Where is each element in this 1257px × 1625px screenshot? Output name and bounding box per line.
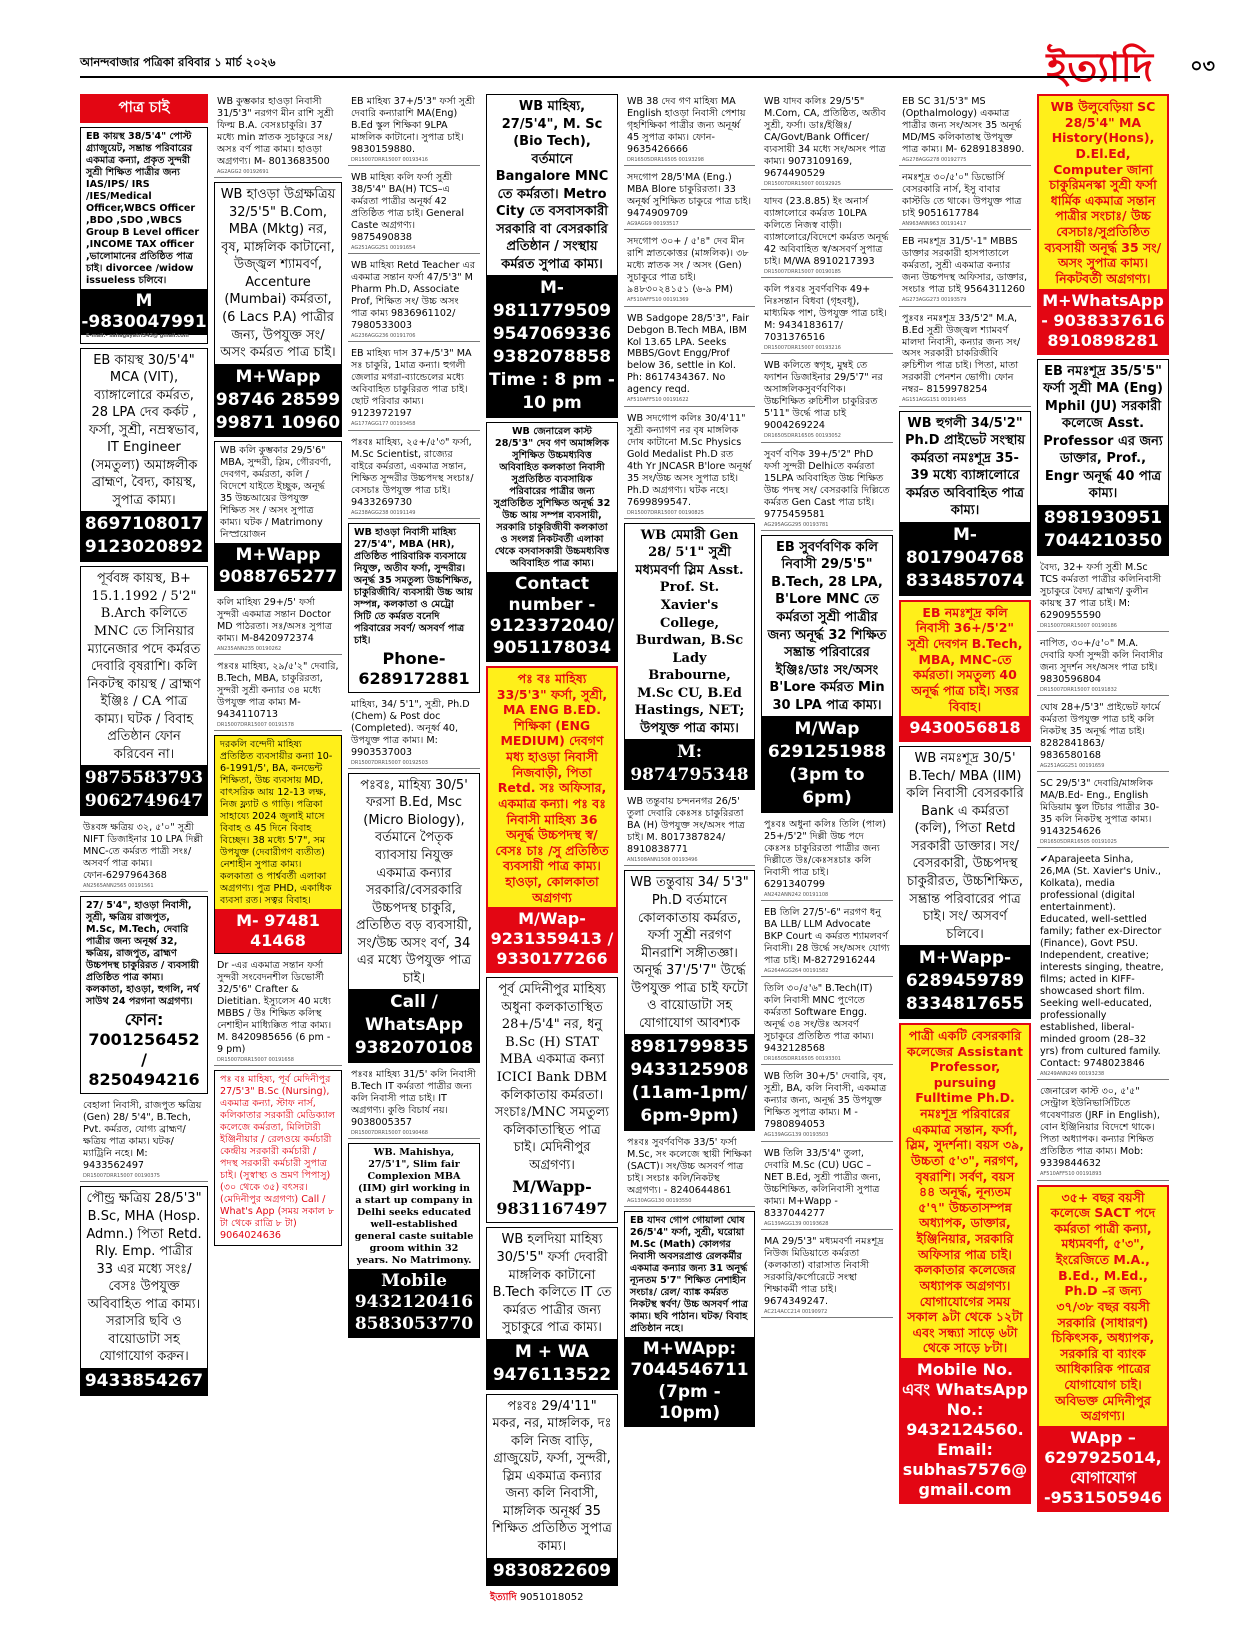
classified-ad [1037,1185,1169,1512]
ad-reference-code: AG139AGG139 00193503 [764,1132,829,1139]
masthead-dateline: আনন্দবাজার পত্রিকা রবিবার ১ মার্চ ২০২৬ [80,55,276,69]
ad-text: 27/ 5'4", হাওড়া নিবাসী, সুশ্রী, ক্ষত্রিয় রাজপুত, M.Sc, M.Tech, দেবারি পাত্রীর জন্য অনূর্ধ্ব 32, ক্ষত্রিয়, রাজপুত, ব্রাহ্মণ উচ্চপদস্থ চাকুরিরত / ব্যবসায়ী প্রতিষ্ঠিত পাত্র কাম্য। কলকাতা, হাওড়া, হুগলি, নর্থ সাউথ 24 পরগনা অগ্রগণ্য। [86,900,200,1008]
ad-contact-phone: M+Wapp 98746 28599 99871 10960 [215,364,341,437]
ad-text: SC 29/5'3" দেবারি/মাঙ্গলিক MA/B.Ed- Eng., English মিডিয়াম স্কুল টিচার পাত্রীর 30-35 কলি নিকটস্থ সুপাত্র কাম্য। 9143254626 [1040,778,1160,838]
ad-text: কলি পঃবঃ সুবর্ণবণিক 49+ নিঃসন্তান বিধবা (গৃহবধূ), মাধ্যমিক পাশ, উপযুক্ত পাত্র চাই। M: 9434183617/ 7031376516 [764,284,887,344]
classified-ad [486,977,618,1223]
classified-ad [761,535,893,813]
ad-reference-code: AG251AGG251 00191659 [1040,763,1105,770]
classified-ad [624,311,755,407]
classified-ad [624,523,755,790]
classified-ad [348,1067,480,1139]
ad-text: EB নমঃশূদ্র কলি নিবাসী 36+/5'2" সুশ্রী দেবগন B.Tech, MBA, MNC-তে কর্মরতা। সমতুল্য 40 অনূর্দ্ধ পাত্র চাই। সত্তর বিবাহ। [907,604,1023,714]
ad-reference-code: AG236AGG236 00191706 [351,333,416,340]
ad-contact-phone: M/Wap 6291251988 (3pm to 6pm) [762,716,892,812]
classified-ad [899,411,1031,596]
ad-reference-code: AF510AFF510 00191622 [627,397,689,404]
section-title: ইত্যাদি [1046,44,1153,91]
ad-text: পঃবঃ মাহিষ্য, ২৫+/৫'৩" ফর্সা, M.Sc Scientist, রাজ্যের বাইরে কর্মরতা, একমাত্র সন্তান, শিক্ষিত সুন্দরীর উচ্চপদস্থ সংচাঃ/বেসচাঃ উপযুক্ত পাত্র চাই। 9433269730 [351,436,474,508]
classified-ad [214,659,342,731]
ad-text: WB হাওড়া নিবাসী মাহিষ্য 27/5'4", MBA (HR), প্রতিষ্ঠিত পারিবারিক ব্যবসায়ে নিযুক্ত, অতীব ফর্সা, সুন্দরীর। অনূর্দ্ধ 35 সমতুল্য উচ্চশিক্ষিত, চাকুরিজীবি/ ব্যবসায়ী উচ্চ আয় সম্পন্ন, কলকাতা ও মেট্রো সিটি তে কর্মরত বনেদি পরিবারের সবর্ণ/ অসবর্ণ পাত্র চাই। [354,526,473,646]
classified-ad [214,958,342,1066]
ad-text: পঃ বঃ মাহিষ্য 33/5'3" ফর্সা, সুশ্রী, MA ENG B.ED. শিক্ষিকা (ENG MEDIUM) দেবগণ মধ্য হাওড়া নিবাসী নিজবাড়ী, পিতা Retd. সঃ অফিসার, একমাত্র কন্যা। পঃ বঃ নিবাসী মাহিষ্য 36 অনূর্দ্ধ উচ্চপদস্থ স্ব/বেসঃ চাঃ /সু প্রতিষ্ঠিত ব্যবসায়ী পাত্র কাম্য। হাওড়া, কোলকাতা অগ্রগণ্য [495,670,609,905]
ad-text: WB Sadgope 28/5'3", Fair Debgon B.Tech MBA, IBM Kol 13.65 LPA. Seeks MBBS/Govt Engg/Prof below 36, settle in Kol. Ph: 8617434367. No agency reqd. [627,312,750,396]
ad-reference-code: DR15007DRR15007 00190186 [1040,622,1117,629]
ad-reference-code: AC214ACC214 00190972 [764,1308,828,1315]
ad-text: MA 29/5'3" মধ্যমবর্ণা নমঃশূদ্র নিউজ মিডিয়াতে কর্মরতা (কলকাতা) বারাসাত নিবাসী সরকারি/কর্পোরেটে সংস্থা শিক্ষাকর্মী পাত্র চাই। 9674349247. [764,1235,884,1307]
ad-reference-code: AG264AGG264 00191582 [764,968,829,975]
ad-text: WB হাওড়া উগ্রক্ষত্রিয় 32/5'5" B.Com, MBA (Mktg) নর, বৃষ, মাঙ্গলিক কাটানো, উজ্জ্বল শ্যামবর্ণ, Accenture (Mumbai) কর্মরতা, (6 Lacs P.A) পাত্রীর জন্য, উপযুক্ত সং/ অসং কর্মরত পাত্র চাই। [220,187,336,361]
classified-ad [761,194,893,278]
ad-reference-code: AG139AGG139 00193628 [764,1220,829,1227]
ad-text: WB কুম্ভকার হাওড়া নিবাসী 31/5'3" নরগণ মীন রাশি সুশ্রী ফিল্ম B.A. বেসঃচাকুরি। 37 মধ্যে min স্নাতক সুচাকুরে সঃ/অসঃ বর্ণ পাত্র কাম্য। হাওড়া অগ্রগণ্য। M- 8013683500 [217,96,334,167]
ad-text: মাহিষ্য, 34/ 5'1", সুশ্রী, Ph.D (Chem) & Post doc (Completed). অনূর্ধ্ব 40, উপযুক্ত পাত্র কাম্য। M: 9903537003 [351,698,470,758]
ad-contact-phone: 9830822609 [487,1558,617,1585]
ad-text: পুঃবঃ নমঃশূদ্র 33/5'2" M.A, B.Ed সুশ্রী উজ্জ্বল শ্যামবর্ণ মালদা নিবাসী, কন্যার জন্য সং/অসং সরকারী চাকরিজীবি রুচিশীল পাত্র চাই। পিতা, মাতা সরকারী পেনশন ভোগী। ফোন নম্বর– 8159978254 [902,312,1021,396]
ad-text: সদগোপ ৩০+ / ৫'৪" দেব মীন রাশি স্নাতকোত্তর (মাঙ্গলিক)। ৩৮ মধ্যে স্নাতক সং / অসং (Gen) সুচাকুরে পাত্র চাই। ৯৪৮৩০২৪১৫১ (৬-৯ PM) [627,236,749,296]
ad-reference-code: DR16505DRR16505 00193298 [627,156,704,163]
ad-text: WB মাহিষ্য, 27/5'4", M. Sc (Bio Tech), বর্তমানে Bangalore MNC তে কর্মরতা। Metro City তে বসবাসকারী সরকারি বা বেসরকারি প্রতিষ্ঠান / সংস্থায় কর্মরত সুপাত্র কাম্য। [495,99,609,272]
classified-ad [486,1227,618,1389]
classified-ad [761,282,893,354]
ad-contact-phone: M+WhatsApp- 9038337616 8910898281 [1039,289,1167,353]
ad-contact-phone: Mobile No. এবং WhatsApp No.: 9432124560. Email: subhas7576@ gmail.com [901,1358,1029,1502]
ad-contact-phone: M- 9811779509 9547069336 9382078858 Time : 8 pm - 10 pm [487,275,617,417]
ad-contact-phone: M + WA 9476113522 [487,1339,617,1389]
ad-text: পৌন্ড্র ক্ষত্রিয় 28/5'3" B.Sc, MHA (Hosp. Admn.) পিতা Retd. Rly. Emp. পাত্রীর 33 এর মধ্যে সংঃ/বেসঃ উপযুক্ত অবিবাহিত পাত্র কাম্য। সরাসরি ছবি ও বায়োডাটা সহ যোগাযোগ করুন। [86,1191,202,1365]
ad-text: WB. Mahishya, 27/5'1", Slim fair Complexion MBA (IIM) girl working in a start up company in Delhi seeks educated well-established general caste suitable groom within 32 years. No Matrimony. [354,1147,474,1267]
ad-reference-code: AG273AGG273 00193579 [902,297,967,304]
classified-ad [899,311,1031,407]
classified-ad [348,258,480,342]
ad-reference-code: DR15007DRR15007 00193416 [351,156,428,163]
classified-ad [214,441,342,590]
classified-ad [80,348,208,563]
ad-text: সদগোপ 28/5'MA (Eng.) MBA Blore চাকুরিরতা। 33 অনূর্ধ্ব সুশিক্ষিত চাকুরে পাত্র চাই। 9474909709 [627,172,752,220]
classified-ad [899,234,1031,306]
ad-reference-code: DR15007DRR15007 00190185 [764,269,841,276]
ad-contact-phone: 9433854267 [81,1368,207,1395]
ad-contact-phone: Contact number - 9123372040/ 9051178034 [487,572,617,661]
ad-text: পুঃবঃ অধুনা কলিঃ তিলি (পাল) 25+/5'2" দিল্লী উচ্চ পদে কেঃসঃ চাকুরিরতা পাত্রীর জন্য দিল্লীতে উঃ/কেঃসঃচাঃ কলি নিবাসী পাত্র চাই। 6291340799 [764,819,886,890]
ad-contact-phone: M: 9874795348 [625,739,754,789]
classified-ad [214,595,342,655]
ad-text: পাত্রী একটি বেসরকারি কলেজের Assistant Professor, pursuing Fulltime Ph.D. নমঃশূদ্র পরিবারের একমাত্র সন্তান, ফর্সা, স্লিম, সুদর্শনা। বয়স ৩৯, উচ্চতা ৫'৩", নরগণ, বৃষরাশি। সর্বণ, বয়স ৪৪ অনূর্দ্ধ, নূন্যতম ৫'৭" উচ্চতাসম্পন্ন অধ্যাপক, ডাক্তার, ইঞ্জিনিয়ার, সরকারি অফিসার পাত্র চাই। কলকাতার কলেজের অধ্যাপক অগ্রগণ্য। যোগাযোগের সময় সকাল ৯টা থেকে ১২টা এবং সন্ধ্যা সাড়ে ৬টা থেকে সাড়ে ৮টা। [906,1027,1024,1356]
ad-reference-code: DR15007DRR15007 00191578 [217,721,294,728]
classified-ad [348,170,480,254]
ad-column [1037,94,1169,1604]
ad-contact-phone: 8697108017 9123020892 [81,511,207,561]
ad-text: দরকলি বন্দেদী মাহিষ্য প্রতিষ্ঠিত ব্যবসায়ীর কন্যা 10-6-1991/5', BA, কনভেন্ট শিক্ষিতা, উচ্চ ব্যবসায় MD, বাৎসরিক আয় 12-13 লক্ষ, নিজ ফ্ল্যাট ও গাড়ি। পত্রিকা সাহায্যে 2024 জুলাই মাসে বিবাহ ও 45 দিনে বিবাহ বিচ্ছেদ। 38 মধ্যে 5'7", সম উপযুক্ত (দেবারীগণ ব্যতীত) নেশাহীন সুপাত্র কাম্য। কলকাতা ও পার্শ্ববর্তী এলাকা অগ্রগণ্য। পুত্র PHD, একাধিক ব্যবসা রত। সত্বর বিবাহ। [220,739,333,906]
classified-ad [80,820,208,892]
ad-text: ঘোষ 28+/5'3" প্রাইভেট ফার্মে কর্মরতা উপযুক্ত পাত্র চাই কলি নিকটস্থ 35 অনূর্দ্ধ পাত্র চাই। 8282841863/ 9836580168 [1040,702,1160,762]
classified-ad [1037,852,1169,1080]
ad-text: WB তিলি 33/5'4" তুলা, দেবারি M.Sc (CU) UGC – NET B.Ed, সুশ্রী পাত্রীর জন্য, উচ্চশিক্ষিত, কলিনিবাসী সুপাত্র কাম্য। M+Wapp - 8337044277 [764,1147,881,1219]
page-footer [490,1590,583,1607]
ad-text: WB যাদব কলিঃ 29/5'5" M.Com, CA, প্রতিষ্ঠিত, অতীব সুশ্রী, ফর্সা। ডাঃ/ইঞ্জিঃ/ CA/Govt/Bank Officer/ব্যবসায়ী 34 মধ্যে সং/অসং পাত্র কাম্য। 9073109169, 9674490529 [764,96,886,179]
ad-contact-phone: M-8017904768 8334857074 [900,522,1030,595]
ad-text: EB নমঃশূদ্র 31/5'-1" MBBS ডাক্তার সরকারী হাসপাতালে কর্মরতা, সুশ্রী একমাত্র কন্যার জন্য উচ্চপদস্থ অফিসার, ডাক্তার, সংচাঃ পাত্র চাই 9564311260 [902,236,1028,296]
ad-reference-code: AG2AGG2 00192691 [217,168,269,175]
ad-text: EB তিলি 27/5'-6" নরগণ ধনু BA LLB/ LLM Advocate BKP Court এ কর্মরত শ্যামলবর্ণ নিবাসী। 28 উর্দ্ধে সং/অসং যোগ্য পাত্র চাই। M-8272916244 [764,907,890,967]
ad-text: EB সুবর্ণবণিক কলি নিবাসী 29/5'5" B.Tech, 28 LPA, B'Lore MNC তে কর্মরতা সুশ্রী পাত্রীর জন্য অনূর্দ্ধ 32 শিক্ষিত সম্ভ্রান্ত পরিবারের ইঞ্জিঃ/ডাঃ সং/অসং B'Lore কর্মরত Min 30 LPA পাত্র কাম্য। [767,539,887,713]
ad-reference-code: AG130AGG130 00193550 [627,1198,692,1204]
classified-ad [761,981,893,1065]
classified-ad [624,1211,755,1427]
ad-text: EB কায়স্থ 38/5'4" পোস্ট গ্র্যাজুয়েট, সম্ভ্রান্ত পরিবারের একমাত্র কন্যা, প্রকৃত সুন্দরী সুশ্রী শিক্ষিত পাত্রীর জন্য IAS/IPS/ IRS /IES/Medical Officer,WBCS Officer ,BDO ,SDO ,WBCS Group B Level officer ,INCOME TAX officer ,ভালোমানের প্রতিষ্ঠিত পাত্র চাই। divorcee /widow issueless চলিবে। [86,131,200,286]
classified-ad [761,817,893,901]
classified-ad [761,447,893,531]
ad-column [486,94,618,1604]
ad-reference-code: E-mail:- sahagayatri343@ gmail.com [86,333,189,340]
ad-reference-code: AF510AFF510 00191369 [627,297,689,304]
ad-reference-code: DR15007DRR15007 00190468 [351,1130,428,1137]
ad-text: পূর্ব মেদিনীপুর মাহিষ্য অধুনা কলকাতাস্থিত 28+/5'4" নর, ধনু B.Sc (H) STAT MBA একমাত্র কন্যা ICICI Bank DBM কলিকাতায় কর্মরতা। সংচাঃ/MNC সমতুল্য কলিকাতাস্থিত পাত্র চাই। মেদিনীপুর অগ্রগণ্য। [494,982,610,1173]
ad-text: EB মাহিষ্য দাস 37+/5'3" MA সঃ চাকুরি, 1মাত্র কন্যা। হুগলী জেলার মগরা-ব্যান্ডেলের মধ্যে অবিবাহিত চাকুরিরত পাত্র চাই। ছোট পরিবার কাম্য। 9123972197 [351,348,472,420]
classified-ad [1037,636,1169,696]
ad-contact-phone: ফোন: 7001256452 / 8250494216 [88,1010,200,1090]
ad-column [80,94,208,1604]
ad-reference-code: AG177AGG177 00193458 [351,421,416,428]
ad-text: উঃবঙ্গ ক্ষত্রিয় ৩২, ৫'০" সুশ্রী NIFT ডিজাইনার 10 LPA দিল্লী MNC-তে কর্মরত পাত্রী সংঃ/অসবর্ণ পাত্র কাম্য। ফোন-6297964368 [83,822,204,882]
section-banner: পাত্র চাই [80,94,208,123]
classified-ad [761,1146,893,1230]
ad-text: যাদব (23.8.85) ইং অনার্স ব্যাঙ্গালোরে কর্মরত 10LPA কলিতে নিজস্ব বাড়ী। ব্যাঙ্গালোরে/বিদেশে কর্মরত অনূর্দ্ধ 42 অবিবাহিত স্ব/অসবর্ণ সুপাত্র চাই। M/WA 8910217393 [764,196,889,268]
ad-text: WB তিলি 30+/5' দেবারি, বৃষ, সুশ্রী, BA, কলি নিবাসী, একমাত্র কন্যার জন্য, অনূর্দ্ধ 35 উপযুক্ত শিক্ষিত সুপাত্র কাম্য। M - 7980894053 [764,1071,887,1131]
classified-ad [486,666,618,973]
classified-ad [1037,700,1169,772]
classified-ad [80,1098,208,1182]
ad-reference-code: AN235ANN235 00190262 [217,645,282,652]
ad-reference-code: DR15007DRR15007 00190825 [627,509,704,516]
ad-text: বৈদ্য, 32+ ফর্সা সুশ্রী M.Sc TCS কর্মরতা পাত্রীর কলিনিবাসী সুচাকুরে বৈদ্য/ ব্রাহ্মণ/ কুলীন কায়স্থ 37 পাত্র চাই। M: 6290955590 [1040,561,1162,621]
ad-text: ✔Aparajeeta Sinha, 26,MA (St. Xavier's Univ., Kolkata), media professional (digital entertainment). Educated, well-settled family; father ex-Director (Finance), Govt PSU. Independent, creative; interests singing, theatre, films; acted in KIFF-showcased short film. Seeking well-educated, professionally established, liberal-minded groom (28–32 yrs) from cultured family. Contact: 9748023846 [1040,854,1164,1070]
ad-column [899,94,1031,1604]
classified-ad [348,1143,480,1338]
ad-contact-phone: Call / WhatsApp 9382070108 [349,989,479,1062]
classified-ad [899,1023,1031,1504]
classified-ad [1037,1084,1169,1180]
ad-contact-phone: M- 97481 41468 [215,909,341,953]
classified-ad [761,358,893,442]
ad-reference-code: AG251AGG251 00191654 [351,245,416,252]
ad-contact-phone: WApp – 6297925014, যোগাযোগ -9531505946 [1039,1426,1167,1510]
ad-contact-phone: M/Wap- 9231359413 / 9330177266 [488,907,616,971]
ad-text: WB মাহিষ্য Retd Teacher এর একমাত্র সন্তান ফর্সা 47/5'3" M Pharm Ph.D, Associate Prof, শিক্ষিত সং/ উচ্চ অসং পাত্র কাম্য 9836961102/ 7980533003 [351,260,476,332]
ad-reference-code: DR15007DRR15007 00192925 [764,180,841,187]
ad-reference-code: DR16505DRR16505 00191025 [1040,839,1117,846]
ad-reference-code: AG9AGG9 00193517 [627,221,679,228]
ad-text: পঃবঃ মাহিষ্য, ২৯/৫'২" দেবারি, B.Tech, MBA, চাকুরিরতা, সুন্দরী সুশ্রী কন্যার ৩৪ মধ্যে উপযুক্ত পাত্র কাম্য M- 9434110713 [217,661,339,720]
ad-reference-code: AG278AGG278 00192775 [902,156,967,163]
classified-ad [214,94,342,178]
ad-contact-phone: 9430056818 [901,716,1029,740]
classified-ad [899,170,1031,230]
ad-contact-phone: M -9830047991 [81,289,207,336]
ad-text: পূর্ববঙ্গ কায়স্থ, B+ 15.1.1992 / 5'2" B.Arch কলিতে MNC তে সিনিয়ার ম্যানেজার পদে কর্মরত দেবারি বৃষরাশি। কলি নিকটস্থ কায়স্থ / ব্রাহ্মণ ইঞ্জিঃ / CA পাত্র কাম্য। ঘটক / বিবাহ প্রতিষ্ঠান ফোন করিবেন না। [87,571,201,762]
ad-text: WB মেমারী Gen 28/ 5'1" সুশ্রী মধ্যমবর্ণা স্লিম Asst. Prof. St. Xavier's College, Burdwan, B.Sc Lady Brabourne, M.Sc CU, B.Ed Hastings, NET; উপযুক্ত পাত্র কাম্য। [634,527,745,736]
ad-reference-code: DR15007DRR15007 00191832 [1040,686,1117,693]
classified-ad [1037,776,1169,848]
classified-ad [624,234,755,306]
classified-ad [899,600,1031,742]
classified-ad [214,735,342,954]
ad-text: সুবর্ণ বণিক 39+/5'2" PhD ফর্সা সুন্দরী Delhiতে কর্মরতা 15LPA অবিবাহিত উচ্চ শিক্ষিত উচ্চ পদস্থ সং/ বেসরকারি দিল্লিতে কর্মরত Gen Cast পাত্র চাই। 9775459581 [764,448,890,520]
classified-ad [348,435,480,519]
ad-column [214,94,342,1604]
ad-contact-phone: M/Wapp- 9831167497 [496,1177,608,1218]
classified-ad [1037,94,1169,355]
ad-contact-phone: Phone- 6289172881 [358,648,470,688]
classified-ad [624,411,755,519]
ad-text: WB হুগলী 34/5'2" Ph.D প্রাইভেট সংস্থায় কর্মরতা নমঃশূদ্র 35-39 মধ্যে ব্যাঙ্গালোরে কর্মরত অবিবাহিত পাত্র কাম্য। [905,415,1026,519]
ad-column [761,94,893,1604]
classified-ad [348,773,480,1063]
ad-contact-phone: Mobile 9432120416 8583053770 [349,1269,479,1337]
ad-text: EB SC 31/5'3" MS (Opthalmology) একমাত্র পাত্রীর জন্য সং/অসং 35 অনূর্দ্ধ MD/MS কলিকাতাস্থ উপযুক্ত পাত্র কাম্য। M- 6289183890. [902,96,1025,155]
classified-ad [1037,359,1169,556]
ad-text: WB উলুবেড়িয়া SC 28/5'4" MA History(Hons), D.El.Ed, Computer জানা চাকুরিমনস্কা সুশ্রী ফর্সা ধার্মিক একমাত্র সন্তান পাত্রীর সংচাঃ/ উচ্চ বেসচাঃ/সুপ্রতিষ্ঠিত ব্যবসায়ী অনূর্দ্ধ 35 সং/অসং সুপাত্র কাম্য। নিকটবর্তী অগ্রগণ্য। [1044,99,1162,286]
classified-ad [624,94,755,166]
ad-text: WB কলি কুম্ভকার 29/5'6" MBA, সুন্দরী, স্লিম, গৌরবর্ণা, দেবগণ, কর্মরতা, কলি / বিদেশে যাইতে ইচ্ছুক, অনূর্দ্ধ 35 উচ্চআয়ের উপযুক্ত শিক্ষিত সং / অসং সুপাত্র কাম্য। ঘটক / Matrimony নিস্প্রয়োজন [220,445,332,541]
classified-ad [80,1186,208,1395]
ad-text: WB মাহিষ্য কলি ফর্সা সুশ্রী 38/5'4" BA(H) TCS–এ কর্মরতা পাত্রীর অনূর্ধ্ব 42 প্রতিষ্ঠিত পাত্র চাই। General Caste অগ্রগণ্য। 9875490838 [351,172,464,244]
classified-ad [624,1135,755,1207]
ad-text: ৩৫+ বছর বয়সী কলেজে SACT পদে কর্মরতা পাত্রী কন্যা, মধ্যমবর্ণা, ৫'৩", ইংরেজিতে M.A., B.Ed., M.Ed., Ph.D –র জন্য ৩৭/৩৮ বছর বয়সী সরকারি (সাধারণ) চিকিৎসক, অধ্যাপক, সরকারি বা ব্যাংক আধিকারিক পাত্রের যোগাযোগ চাই। অবিভক্ত মেদিনীপুর অগ্রগণ্য। [1050,1189,1156,1424]
ad-contact-phone: 9875583793 9062749647 [81,765,207,815]
page-number: ০৩ [1190,55,1215,77]
ad-text: WB 38 দেব গণ মাহিষ্য MA English হাওড়া নিবাসী পেশায় গৃহশিক্ষিকা পাত্রীর জন্য অনূর্ধ্ব 45 সুপাত্র কাম্য। ফোন- 9635426666 [627,96,746,155]
classified-ad [899,94,1031,166]
classified-ad [761,1234,893,1318]
ad-text: WB সদগোপ কলিঃ 30/4'11" সুশ্রী কন্যাগণ নর বৃষ মাঙ্গলিক দোষ কাটানো M.Sc Physics Gold Medalist Ph.D রত 4th Yr JNCASR B'lore অনূর্ধ্ব 35 সং/উচ্চ অসং সুপাত্র চাই। Ph.D অগ্রগণ্য। ঘটক নহে। 7699899547. [627,412,752,508]
ad-reference-code: AN249ANN249 00193238 [1040,1071,1105,1078]
ad-reference-code: DR15007DRR15007 00190375 [83,1173,160,1180]
classified-ad [214,1070,342,1246]
ad-column [348,94,480,1604]
ad-text: নাপিত, ৩০+/৫'০" M.A. দেবারি ফর্সা সুন্দরী কলি নিবাসীর জন্য সুদর্শন সং/অসং পাত্র চাই। 9830596804 [1040,637,1164,685]
ad-text: পঃবঃ সুবর্ণবণিক 33/5' ফর্সা M.Sc, সং কলেজে স্থায়ী শিক্ষিকা (SACT)। সং/উচ্চ অসবর্ণ পাত্র চাই। সংচাঃ কলি/নিকটস্থ অগ্রগণ্য। - 8240644861 [627,1137,752,1197]
footer-phone: 9051018052 [519,1592,584,1603]
ad-text: WB কলিতে স্বগৃহ, মুম্বই তে ফ্যাশন ডিজাইনার 29/5'7" নর অসাঙ্গলিকসুবর্ণবণিক। উচ্চশিক্ষিত রুচিশীল চাকুরিরত 5'11" উর্দ্ধে পাত্র চাই 9004269224 [764,360,883,432]
classified-ad [761,905,893,977]
classified-ad [80,896,208,1094]
ad-reference-code: AF510AFF510 00191893 [1040,1171,1102,1178]
ad-text: WB জেনারেল কাস্ট 28/5'3" দেব গণ অমাঙ্গলিক সুশিক্ষিত উচ্চমধ্যবিত্ত অবিবাহিত কলকাতা নিবাসী সুপ্রতিষ্ঠিত ব্যবসায়িক পরিবারের পাত্রীর জন্য সুপ্রতিষ্ঠিত সুশিক্ষিত অনূর্দ্ধ 32 উচ্চ আয় সম্পন্ন ব্যবসায়ী, সরকারি চাকুরিজীবী কলকাতা ও সংলগ্ন নিকটবর্তী এলাকা থেকে বসবাসকারী উচ্চমধ্যবিত্ত অবিবাহিত পাত্র কাম্য। [493,426,611,569]
ad-text: পঃ বঃ মাহিষ্য, পূর্ব মেদিনীপুর 27/5'3" B.Sc (Nursing), একমাত্র কন্যা, স্টাফ নার্স, কলিকাতার সরকারী মেডিক্যাল কলেজে কর্মরতা, মিলিটারী ইঞ্জিনীয়ার / রেলওয়ে কর্মচারী কেন্দ্রীয় সরকারী কর্মচারী / পদস্থ সরকারী কর্মচারী সুপাত্র চাই। (সুস্বাস্থ্য ও ভ্রমণ পিপাসু) (৩০ থেকে ৩৫) বৎসর। (মেদিনীপুর অগ্রগণ্য) Call / What's App (সময় সকাল ৮ টা থেকে রাত্রি ৮ টা) 9064024636 [220,1074,336,1241]
ad-reference-code: AN1508ANN1508 00193496 [627,857,698,864]
footer-label: ইত্যাদি [490,1592,517,1603]
classified-ad [348,94,480,166]
classified-ad [80,127,208,344]
ad-text: পঃবঃ 29/4'11" মকর, নর, মাঙ্গলিক, দঃ কলি নিজ বাড়ি, গ্রাজুয়েট, ফর্সা, সুন্দরী, স্লিম একমাত্র কন্যার জন্য কলি নিবাসী, মাঙ্গলিক অনূর্ধ্ব 35 শিক্ষিত প্রতিষ্ঠিত সুপাত্র কাম্য। [492,1398,612,1555]
ad-contact-phone: 8981930951 7044210350 [1038,505,1168,555]
ad-text: EB যাদব গোপ গোয়ালা ঘোষ 26/5'4" ফর্সা, সুশ্রী, ঘরোয়া M.Sc (Math) কোলগর নিবাসী অবসরপ্রাপ্ত রেলকর্মীর একমাত্র কন্যার জন্য 31 অনূর্দ্ধ ন্যূনতম 5'7" শিক্ষিত নেশাহীন সংচাঃ/ রেল/ ব্যাঙ্ক কর্মরত নিকটস্থ স্বর্বণ/ উচ্চ অসবর্ণ পাত্র কাম্য। ছবি পাঠান। ঘটক/ বিবাহ প্রতিষ্ঠান নহে। [630,1215,748,1335]
ad-reference-code: DR15007DRR15007 00192503 [351,759,428,766]
ad-text: পঃবঃ মাহিষ্য 31/5' কলি নিবাসী B.Tech IT কর্মরতা পাত্রীর জন্য কলি নিবাসী পাত্র চাই। IT অগ্রগণ্য। কুণ্ডি বিচার্য নয়। 9038005357 [351,1069,476,1129]
ad-contact-phone: 8981799835 9433125908 (11am-1pm/ 6pm-9pm) [625,1034,754,1130]
ad-text: জেনারেল কাস্ট ৩০, ৫'৫" সেন্ট্রাল ইউনিভার্সিটিতে গবেষণারত (JRF in English), বোন ইঞ্জিনিয়ার বিদেশে থাকে। পিতা অধ্যাপক। কন্যার শিক্ষিত প্রতিষ্ঠিত পাত্র কাম্য। Mob: 9339844632 [1040,1086,1160,1170]
ad-text: বেহালা নিবাসী, রাজপুত ক্ষত্রিয় (Gen) 28/ 5'4", B.Tech, Pvt. কর্মরত, যোগ্য ব্রাহ্মণ/ক্ষত্রিয় পাত্র কাম্য। ঘটক/ ম্যাট্রিনি নহে। M: 9433562497 [83,1100,202,1172]
ad-text: WB হলদিয়া মাহিষ্য 30/5'5" ফর্সা দেবারী মাঙ্গলিক কাটানো B.Tech কলিতে IT তে কর্মরত পাত্রীর জন্য সুচাকুরে পাত্র কাম্য। [492,1232,612,1336]
ad-reference-code: AN242ANN242 00191108 [764,891,829,898]
classified-ad [80,566,208,816]
ad-reference-code: AG151AGG151 00191455 [902,397,967,404]
classified-ad [624,794,755,866]
ad-text: পঃবঃ, মাহিষ্য 30/5' ফরসা B.Ed, Msc (Micro Biology), বর্তমানে পৈতৃক ব্যাবসায় নিযুক্ত একমাত্র কন্যার সরকারি/বেসরকারি উচ্চপদস্থ চাকুরি, প্রতিষ্ঠিত বড় ব্যবসায়ী, সং/উচ্চ অসং বর্ণ, 34 এর মধ্যে উপযুক্ত পাত্র চাই। [355,777,472,986]
ad-reference-code: DR15007DRR15007 00193216 [764,345,841,352]
classified-ad [486,94,618,418]
ad-contact-phone: M+Wapp 9088765277 [215,543,341,590]
ad-text: WB তন্তুবায় চন্দননগর 26/5' তুলা দেবারি কেঃসঃ চাকুরিরতা BA (H) উপযুক্ত সং/অসং পাত্র চাই। M. 8017387824/ 8910838771 [627,796,745,856]
classified-ad [624,170,755,230]
classified-ad [348,346,480,430]
classified-ad [214,182,342,437]
classified-ad [486,422,618,662]
ad-reference-code: DR16505DRR16505 00193301 [764,1056,841,1063]
header-rule [80,76,1140,78]
ad-reference-code: AG295AGG295 00193781 [764,521,829,528]
classified-ad [899,746,1031,1019]
classified-ad [348,523,480,693]
classified-ad [1037,560,1169,632]
ad-reference-code: AN2565ANN2565 00191561 [83,883,154,890]
ad-text: EB কায়স্থ 30/5'4" MCA (VIT), ব্যাঙ্গালোরে কর্মরত, 28 LPA দেব কর্কট , ফর্সা, সুশ্রী, নম্রস্বভাব, IT Engineer (সমতুল্য) অমাঙ্গলীক ব্রাহ্মণ, বৈদ্য, কায়স্থ, সুপাত্র কাম্য। [88,352,200,508]
ad-text: Dr -এর একমাত্র সন্তান ফর্সা সুন্দরী সংবেদনশীল ডিভোর্সী 32/5'6" Crafter & Dietitian. ইস্যুলেস 40 মধ্যে MBBS / উঃ শিক্ষিত কলিস্থ নেশাহীন মাধ্যিক্কিত পাত্র কাম্য। M. 8420985656 (6 pm - 9 pm) [217,959,332,1055]
ad-column [624,94,755,1604]
ad-reference-code: AN963ANN963 00191417 [902,221,967,228]
classified-ad [761,1069,893,1141]
ad-reference-code: AG238AGG238 00191149 [351,509,416,516]
ad-text: EB নমঃশূদ্র 35/5'5" ফর্সা সুশ্রী MA (Eng) Mphil (JU) সরকারী কলেজে Asst. Professor এর জন্য ডাক্তার, Prof., Engr অনূর্দ্ধ 40 পাত্র কাম্য। [1043,363,1163,502]
ad-reference-code: DR16505DRR16505 00193052 [764,433,841,440]
ad-text: WB নমঃশূদ্র 30/5' B.Tech/ MBA (IIM) কলি নিবাসী বেসরকারি Bank এ কর্মরতা (কলি), পিতা Retd সরকারী ডাক্তার। সং/ বেসরকারী, উচ্চপদস্থ চাকুরীরত, উচ্চশিক্ষিত, সম্ভ্রান্ত পরিবারের পাত্র চাই। সং/ অসবর্ণ চলিবে। [906,751,1024,942]
ad-text: কলি মাহিষ্য 29+/5' ফর্সা সুন্দরী একমাত্র সন্তান Doctor MD পাঠরতা। সঃ/অসঃ সুপাত্র কাম্য। M-8420972374 [217,596,333,644]
classified-ad [761,94,893,190]
ad-text: WB তন্তুবায় 34/ 5'3" Ph.D বর্তমানে কোলকাতায় কর্মরত, ফর্সা সুশ্রী নরগণ মীনরাশি সঙ্গীতজ্ঞা। অনূর্দ্ধ 37'/5'7" উর্দ্ধে উপযুক্ত পাত্র চাই ফটো ও বায়োডাটা সহ যোগাযোগ আবশ্যক [630,875,749,1031]
ad-reference-code: DR15007DRR15007 00191658 [217,1056,294,1063]
page-header [80,44,1215,91]
ad-text: তিলি ৩০/৫'৬" B.Tech(IT) কলি নিবাসী MNC পুণেতে কর্মরতা Software Engg. অনূর্দ্ধ ৩৪ সং/উঃ অসবর্ণ সুচাকুরে প্রতিষ্ঠিত পাত্র কাম্য। 9432128568 [764,983,874,1055]
ad-text: EB মাহিষ্য 37+/5'3" ফর্সা সুশ্রী দেবারি কন্যারাশি MA(Eng) B.Ed স্কুল শিক্ষিকা 9LPA মাঙ্গলিক কাটানো। সুপাত্র চাই। 9830159880. [351,96,475,155]
classified-ad [624,870,755,1131]
ad-contact-phone: M+Wapp- 6289459789 8334817655 [900,945,1030,1018]
classified-ad [348,697,480,769]
ad-text: নমঃশূদ্র ৩০/৫'০" ডিভোর্সি বেসরকারি নার্স, ইসু বাবার কাস্টডি তে থাকে। উপযুক্ত পাত্র চাই 9051617784 [902,172,1022,220]
classified-ad [486,1394,618,1586]
ad-contact-phone: M+WApp: 7044546711 (7pm - 10pm) [625,1337,754,1426]
